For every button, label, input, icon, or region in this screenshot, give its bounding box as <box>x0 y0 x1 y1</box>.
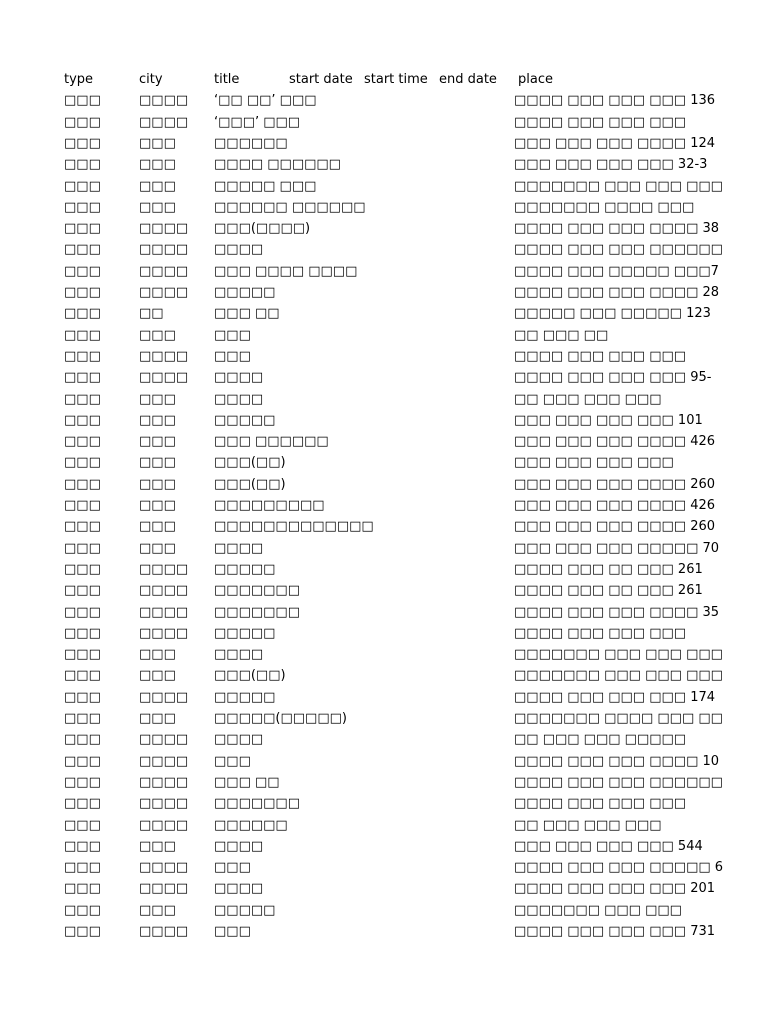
cell-place: □□□□ □□□ □□□ □□□ <box>514 349 687 364</box>
cell-title: □□□□□ <box>214 413 276 428</box>
header-type: type <box>64 72 94 87</box>
cell-city: □□□ <box>139 179 176 194</box>
cell-title: □□□□□□ <box>214 818 288 833</box>
cell-city: □□□ <box>139 392 176 407</box>
header-city: city <box>139 72 163 87</box>
cell-type: □□□ <box>64 562 101 577</box>
header-title: title <box>214 72 240 87</box>
cell-place: □□□□ □□□ □□□□□ □□□7 <box>514 264 719 279</box>
table-row <box>64 90 716 111</box>
header-start-date: start date <box>289 72 353 87</box>
cell-type: □□□ <box>64 881 101 896</box>
cell-place: □□□□ □□□ □□□ □□□ 174 <box>514 690 716 705</box>
cell-type: □□□ <box>64 924 101 939</box>
cell-city: □□□□ <box>139 605 189 620</box>
table-row <box>64 410 703 431</box>
cell-type: □□□ <box>64 179 101 194</box>
cell-type: □□□ <box>64 605 101 620</box>
cell-city: □□□ <box>139 157 176 172</box>
cell-type: □□□ <box>64 285 101 300</box>
cell-type: □□□ <box>64 370 101 385</box>
cell-city: □□□ <box>139 498 176 513</box>
cell-city: □□□□ <box>139 881 189 896</box>
table-row <box>64 154 708 175</box>
cell-title: □□□□□□□ <box>214 583 300 598</box>
cell-title: □□□(□□) <box>214 477 286 492</box>
cell-city: □□□ <box>139 839 176 854</box>
cell-type: □□□ <box>64 93 101 108</box>
cell-place: □□□□□□□ □□□ □□□ <box>514 903 682 918</box>
table-row <box>64 729 687 750</box>
header-start-time: start time <box>364 72 428 87</box>
cell-place: □□□□□□□ □□□ □□□ □□□ <box>514 647 723 662</box>
table-row <box>64 303 711 324</box>
cell-city: □□□□ <box>139 285 189 300</box>
cell-city: □□□□ <box>139 93 189 108</box>
cell-place: □□□□ □□□ □□□ □□□ 201 <box>514 881 716 896</box>
table-row <box>64 708 723 729</box>
cell-title: □□□□□ <box>214 690 276 705</box>
cell-city: □□□ <box>139 328 176 343</box>
cell-title: ‘□□ □□’ □□□ <box>214 93 317 108</box>
cell-place: □□□□ □□□ □□□ □□□ 136 <box>514 93 716 108</box>
cell-city: □□□ <box>139 136 176 151</box>
cell-title: □□□□ <box>214 839 264 854</box>
cell-title: □□□□□ <box>214 285 276 300</box>
cell-type: □□□ <box>64 668 101 683</box>
cell-place: □□□ □□□ □□□ □□□□ 260 <box>514 477 716 492</box>
cell-city: □□□□ <box>139 221 189 236</box>
table-row <box>64 665 723 686</box>
cell-city: □□□□ <box>139 924 189 939</box>
table-row <box>64 900 682 921</box>
cell-type: □□□ <box>64 903 101 918</box>
cell-title: □□□ □□□□ □□□□ <box>214 264 358 279</box>
cell-type: □□□ <box>64 541 101 556</box>
cell-title: □□□□ <box>214 647 264 662</box>
cell-city: □□□□ <box>139 818 189 833</box>
cell-place: □□□ □□□ □□□ □□□□ 260 <box>514 519 716 534</box>
cell-place: □□□□ □□□ □□□ □□□ 95- <box>514 370 712 385</box>
table-row <box>64 538 720 559</box>
cell-title: □□□ <box>214 328 251 343</box>
cell-place: □□□□ □□□ □□□ □□□ <box>514 115 687 130</box>
cell-title: □□□□ <box>214 881 264 896</box>
cell-title: □□□□ <box>214 242 264 257</box>
cell-city: □□□□ <box>139 562 189 577</box>
cell-city: □□□ <box>139 647 176 662</box>
cell-city: □□□□ <box>139 732 189 747</box>
cell-type: □□□ <box>64 647 101 662</box>
cell-city: □□□□ <box>139 115 189 130</box>
cell-type: □□□ <box>64 796 101 811</box>
cell-city: □□□ <box>139 668 176 683</box>
table-row <box>64 602 720 623</box>
cell-type: □□□ <box>64 434 101 449</box>
table-row <box>64 751 720 772</box>
cell-city: □□□□ <box>139 370 189 385</box>
cell-place: □□□ □□□ □□□ □□□□ 124 <box>514 136 716 151</box>
cell-place: □□ □□□ □□ <box>514 328 609 343</box>
cell-title: □□□ <box>214 754 251 769</box>
cell-type: □□□ <box>64 328 101 343</box>
table-row <box>64 452 674 473</box>
table-row <box>64 389 664 410</box>
cell-type: □□□ <box>64 221 101 236</box>
table-row <box>64 218 720 239</box>
cell-place: □□ □□□ □□□ □□□□□ <box>514 732 687 747</box>
cell-city: □□ <box>139 306 164 321</box>
cell-place: □□□□□□□ □□□ □□□ □□□ <box>514 179 723 194</box>
cell-type: □□□ <box>64 775 101 790</box>
cell-type: □□□ <box>64 732 101 747</box>
cell-city: □□□□ <box>139 860 189 875</box>
cell-title: □□□□ <box>214 392 264 407</box>
header-end-date: end date <box>439 72 497 87</box>
cell-place: □□□□ □□□ □□□ □□□ <box>514 796 687 811</box>
cell-place: □□□□ □□□ □□□ □□□□ 28 <box>514 285 720 300</box>
cell-title: □□□□□(□□□□□) <box>214 711 347 726</box>
cell-type: □□□ <box>64 519 101 534</box>
table-row <box>64 346 687 367</box>
cell-title: □□□ □□□□□□ <box>214 434 329 449</box>
cell-type: □□□ <box>64 392 101 407</box>
table-row <box>64 921 716 942</box>
cell-place: □□ □□□ □□□ □□□ <box>514 818 662 833</box>
cell-title: □□□ □□ <box>214 775 280 790</box>
table-row <box>64 580 703 601</box>
table-row <box>64 495 716 516</box>
cell-title: □□□□□ □□□ <box>214 179 317 194</box>
table-row <box>64 644 723 665</box>
cell-city: □□□ <box>139 711 176 726</box>
cell-place: □□□□□□□ □□□□ □□□ <box>514 200 695 215</box>
cell-place: □□□□ □□□ □□□ □□□□ 35 <box>514 605 720 620</box>
cell-city: □□□ <box>139 903 176 918</box>
cell-place: □□ □□□ □□□ □□□ <box>514 392 662 407</box>
table-row <box>64 474 716 495</box>
cell-type: □□□ <box>64 157 101 172</box>
header-row <box>64 69 664 90</box>
cell-type: □□□ <box>64 200 101 215</box>
cell-place: □□□□ □□□ □□□ □□□□ 38 <box>514 221 720 236</box>
cell-type: □□□ <box>64 711 101 726</box>
table-row <box>64 261 719 282</box>
cell-title: □□□□ <box>214 370 264 385</box>
cell-type: □□□ <box>64 242 101 257</box>
cell-place: □□□□ □□□ □□□ □□□□ 10 <box>514 754 720 769</box>
cell-title: □□□ <box>214 349 251 364</box>
cell-city: □□□ <box>139 519 176 534</box>
cell-type: □□□ <box>64 455 101 470</box>
cell-city: □□□□ <box>139 775 189 790</box>
cell-type: □□□ <box>64 264 101 279</box>
cell-title: □□□ <box>214 924 251 939</box>
header-place: place <box>518 72 553 87</box>
cell-title: □□□ <box>214 860 251 875</box>
cell-type: □□□ <box>64 860 101 875</box>
cell-place: □□□□ □□□ □□□ □□□ <box>514 626 687 641</box>
cell-place: □□□□ □□□ □□□ □□□□□ 6 <box>514 860 724 875</box>
cell-type: □□□ <box>64 839 101 854</box>
cell-type: □□□ <box>64 583 101 598</box>
cell-place: □□□ □□□ □□□ □□□ <box>514 455 674 470</box>
cell-type: □□□ <box>64 349 101 364</box>
table-row <box>64 197 695 218</box>
cell-type: □□□ <box>64 306 101 321</box>
spreadsheet-table <box>64 69 724 949</box>
cell-title: □□□ □□ <box>214 306 280 321</box>
cell-place: □□□□ □□□ □□ □□□ 261 <box>514 583 703 598</box>
cell-place: □□□□□□□ □□□□ □□□ □□ <box>514 711 723 726</box>
table-row <box>64 325 664 346</box>
cell-city: □□□□ <box>139 349 189 364</box>
cell-place: □□□□ □□□ □□□ □□□□□□ <box>514 242 723 257</box>
cell-type: □□□ <box>64 115 101 130</box>
cell-city: □□□ <box>139 541 176 556</box>
cell-type: □□□ <box>64 413 101 428</box>
cell-title: ‘□□□’ □□□ <box>214 115 301 130</box>
cell-place: □□□ □□□ □□□ □□□ 544 <box>514 839 703 854</box>
table-row <box>64 282 720 303</box>
table-row <box>64 431 716 452</box>
table-row <box>64 559 703 580</box>
cell-title: □□□□□ <box>214 562 276 577</box>
cell-title: □□□(□□) <box>214 455 286 470</box>
cell-title: □□□□□□□□□□□□□ <box>214 519 374 534</box>
cell-place: □□□□ □□□ □□ □□□ 261 <box>514 562 703 577</box>
cell-city: □□□□ <box>139 796 189 811</box>
table-row <box>64 857 724 878</box>
table-row <box>64 239 723 260</box>
cell-place: □□□□ □□□ □□□ □□□□□□ <box>514 775 723 790</box>
cell-place: □□□ □□□ □□□ □□□□ 426 <box>514 498 716 513</box>
cell-place: □□□ □□□ □□□ □□□□□ 70 <box>514 541 720 556</box>
cell-title: □□□□□□□□□ <box>214 498 325 513</box>
table-row <box>64 793 687 814</box>
cell-type: □□□ <box>64 818 101 833</box>
cell-city: □□□ <box>139 200 176 215</box>
cell-title: □□□□□□ <box>214 136 288 151</box>
cell-place: □□□ □□□ □□□ □□□ 101 <box>514 413 703 428</box>
cell-title: □□□(□□□□) <box>214 221 311 236</box>
table-row <box>64 687 716 708</box>
cell-place: □□□□ □□□ □□□ □□□ 731 <box>514 924 716 939</box>
table-row <box>64 815 664 836</box>
table-row <box>64 133 716 154</box>
table-row <box>64 623 687 644</box>
cell-place: □□□ □□□ □□□ □□□□ 426 <box>514 434 716 449</box>
table-row <box>64 112 687 133</box>
cell-title: □□□□□□ □□□□□□ <box>214 200 366 215</box>
cell-title: □□□□ <box>214 732 264 747</box>
cell-city: □□□ <box>139 477 176 492</box>
table-row <box>64 516 716 537</box>
table-row <box>64 836 703 857</box>
cell-city: □□□ <box>139 455 176 470</box>
cell-title: □□□□□□□ <box>214 796 300 811</box>
cell-type: □□□ <box>64 136 101 151</box>
table-row <box>64 772 723 793</box>
cell-city: □□□□ <box>139 626 189 641</box>
cell-type: □□□ <box>64 754 101 769</box>
table-row <box>64 367 712 388</box>
cell-type: □□□ <box>64 626 101 641</box>
cell-city: □□□ <box>139 434 176 449</box>
cell-type: □□□ <box>64 477 101 492</box>
cell-place: □□□□□□□ □□□ □□□ □□□ <box>514 668 723 683</box>
cell-city: □□□□ <box>139 583 189 598</box>
cell-title: □□□□□ <box>214 626 276 641</box>
cell-title: □□□(□□) <box>214 668 286 683</box>
cell-title: □□□□□□□ <box>214 605 300 620</box>
cell-city: □□□□ <box>139 242 189 257</box>
cell-title: □□□□□ <box>214 903 276 918</box>
cell-city: □□□□ <box>139 690 189 705</box>
cell-type: □□□ <box>64 690 101 705</box>
cell-type: □□□ <box>64 498 101 513</box>
cell-city: □□□□ <box>139 754 189 769</box>
cell-place: □□□ □□□ □□□ □□□ 32-3 <box>514 157 708 172</box>
cell-place: □□□□□ □□□ □□□□□ 123 <box>514 306 711 321</box>
cell-city: □□□□ <box>139 264 189 279</box>
table-row <box>64 176 723 197</box>
cell-title: □□□□ □□□□□□ <box>214 157 341 172</box>
table-row <box>64 878 716 899</box>
cell-title: □□□□ <box>214 541 264 556</box>
cell-city: □□□ <box>139 413 176 428</box>
